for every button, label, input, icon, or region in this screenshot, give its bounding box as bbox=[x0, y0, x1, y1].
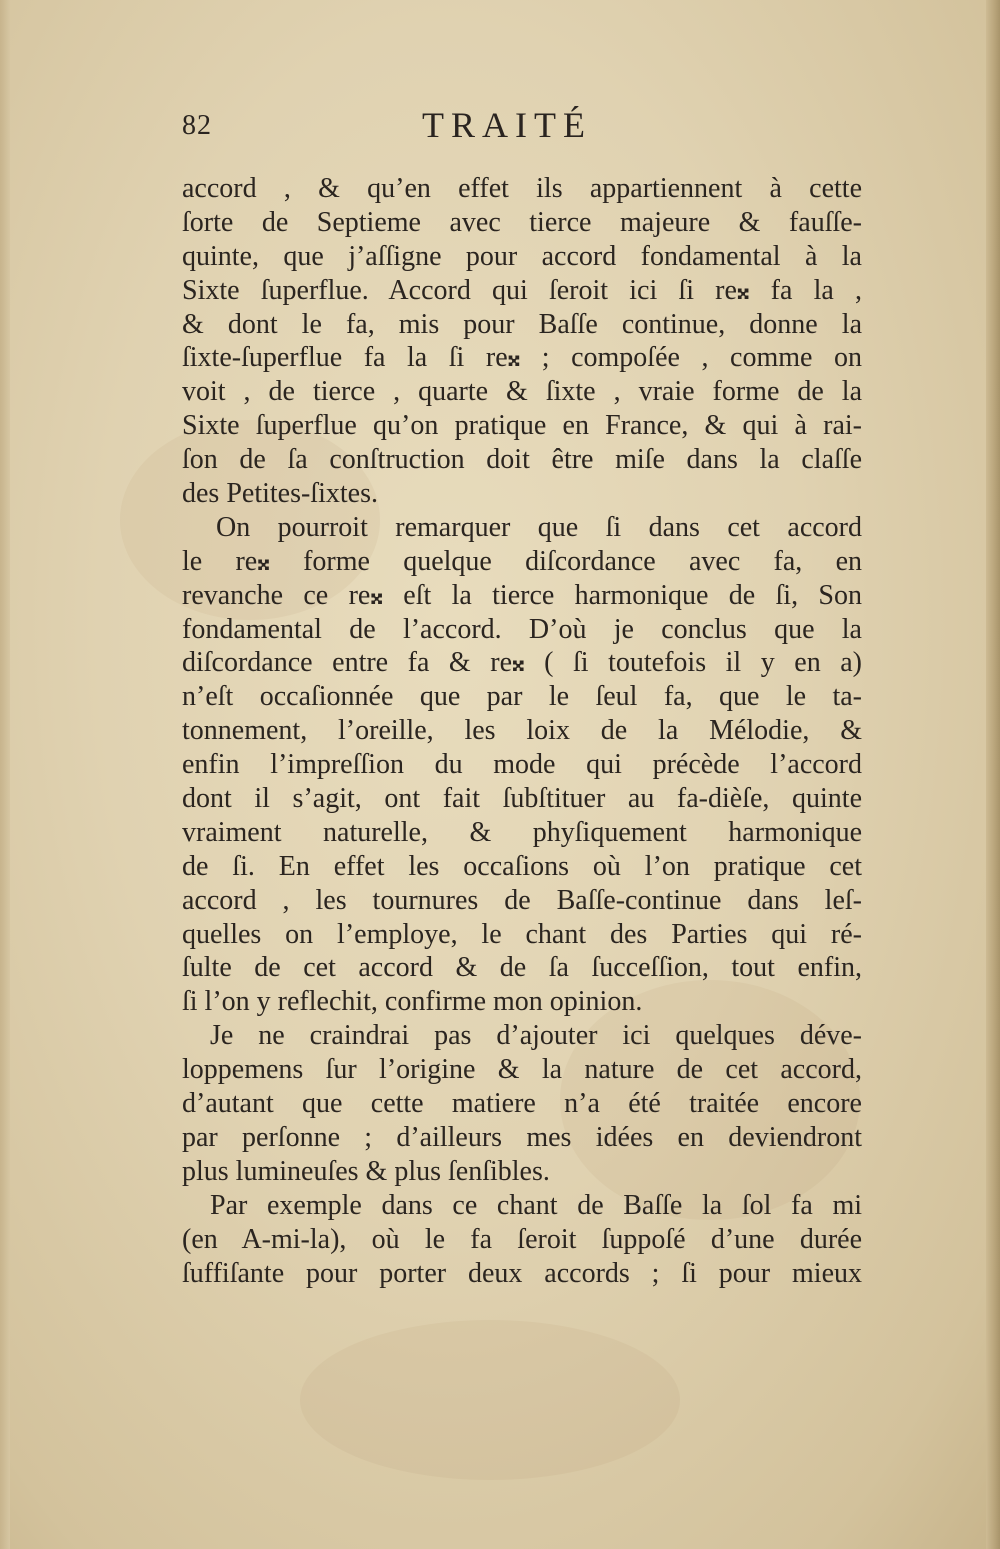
text-line: plus lumineuſes & plus ſenſibles. bbox=[182, 1155, 550, 1187]
text-line: ſon de ſa conſtruction doit être miſe dans la claſſe bbox=[182, 444, 862, 476]
text-line: accord , les tournures de Baſſe-continue dans leſ- bbox=[182, 884, 862, 916]
page-left-edge bbox=[0, 0, 10, 1549]
paragraph-first-line: Par exemple dans ce chant de Baſſe la ſol fa mi bbox=[210, 1189, 862, 1221]
text-line: ſixte-ſuperflue fa la ſi re𝄪 ; compoſée , comme on bbox=[182, 342, 862, 374]
page-header bbox=[182, 104, 862, 148]
text-line: ſuffiſante pour porter deux accords ; ſi pour mieux bbox=[182, 1257, 862, 1289]
text-line: quinte, que j’aſſigne pour accord fondamental à la bbox=[182, 240, 862, 272]
text-line: ſulte de cet accord & de ſa ſucceſſion, tout enfin, bbox=[182, 952, 862, 984]
text-line: ſorte de Septieme avec tierce majeure & fauſſe- bbox=[182, 206, 862, 238]
text-line: d’autant que cette matiere n’a été traitée encore bbox=[182, 1088, 862, 1120]
text-line: ſi l’on y reflechit, confirme mon opinion. bbox=[182, 986, 643, 1018]
text-line: accord , & qu’en effet ils appartiennent à cette bbox=[182, 173, 862, 204]
text-line: & dont le fa, mis pour Baſſe continue, donne la bbox=[182, 308, 862, 340]
text-line: loppemens ſur l’origine & la nature de cet accord, bbox=[182, 1054, 862, 1086]
text-line: enfin l’impreſſion du mode qui précède l’accord bbox=[182, 749, 862, 781]
text-line: revanche ce re𝄪 eſt la tierce harmonique de ſi, Son bbox=[182, 579, 862, 611]
text-line: voit , de tierce , quarte & ſixte , vraie forme de la bbox=[182, 376, 862, 408]
text-line: vraiment naturelle, & phyſiquement harmonique bbox=[182, 816, 862, 848]
paper-stain bbox=[300, 1320, 680, 1480]
text-line: (en A-mi-la), où le fa ſeroit ſuppoſé d’une durée bbox=[182, 1223, 862, 1255]
paragraph-first-line: On pourroit remarquer que ſi dans cet accord bbox=[216, 511, 862, 543]
text-line: Sixte ſuperflue qu’on pratique en France, & qui à rai- bbox=[182, 410, 862, 442]
running-head: TRAITÉ bbox=[422, 105, 592, 145]
body-text bbox=[182, 172, 862, 1290]
page-number: 82 bbox=[182, 110, 212, 141]
text-line: par perſonne ; d’ailleurs mes idées en deviendront bbox=[182, 1121, 862, 1153]
text-line: dont il s’agit, ont fait ſubſtituer au fa-dièſe, quinte bbox=[182, 783, 862, 815]
text-line: Sixte ſuperflue. Accord qui ſeroit ici ſi re𝄪 fa la , bbox=[182, 274, 862, 306]
text-line: fondamental de l’accord. D’où je conclus que la bbox=[182, 613, 862, 645]
text-line: de ſi. En effet les occaſions où l’on pratique cet bbox=[182, 850, 862, 882]
text-line: le re𝄪 forme quelque diſcordance avec fa, en bbox=[182, 545, 862, 577]
paragraph-first-line: Je ne craindrai pas d’ajouter ici quelques déve- bbox=[210, 1020, 862, 1052]
text-line: tonnement, l’oreille, les loix de la Mélodie, & bbox=[182, 715, 862, 747]
page-right-edge bbox=[986, 0, 1000, 1549]
text-line: des Petites-ſixtes. bbox=[182, 478, 378, 510]
text-line: quelles on l’employe, le chant des Parties qui ré- bbox=[182, 918, 862, 950]
text-line: n’eſt occaſionnée que par le ſeul fa, que le ta- bbox=[182, 681, 862, 713]
text-line: diſcordance entre fa & re𝄪 ( ſi toutefois il y en a) bbox=[182, 647, 862, 679]
